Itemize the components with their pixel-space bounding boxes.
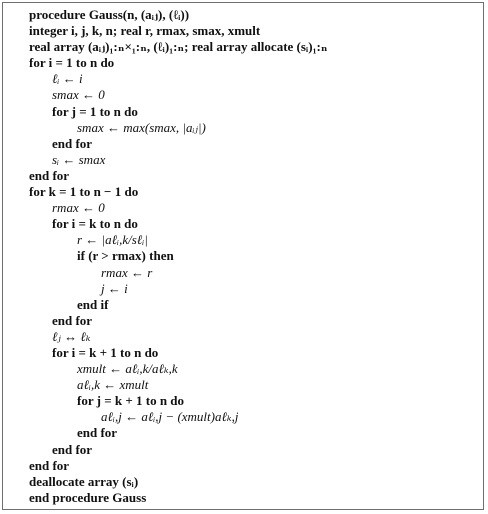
- code-line: aℓᵢ,k ← xmult: [77, 377, 149, 393]
- for-j-loop-line: for j = 1 to n do: [52, 103, 138, 119]
- algorithm-box: [2, 2, 484, 510]
- array-declaration-line: real array (aᵢⱼ)₁:ₙ×₁:ₙ, (ℓᵢ)₁:ₙ; real array allocate (sᵢ)₁:ₙ: [29, 39, 328, 55]
- code-line: r ← |aℓᵢ,k/sℓᵢ|: [77, 232, 148, 248]
- code-line: rmax ← r: [101, 264, 153, 280]
- code-line: xmult ← aℓᵢ,k/aℓₖ,k: [77, 361, 178, 377]
- declaration-line: integer i, j, k, n; real r, rmax, smax, xmult: [29, 23, 261, 39]
- end-for-line: end for: [52, 441, 93, 457]
- if-line: if (r > rmax) then: [77, 248, 174, 264]
- end-for-line: end for: [52, 312, 93, 328]
- code-line: sᵢ ← smax: [52, 151, 106, 167]
- code-line: ℓⱼ ↔ ℓₖ: [52, 328, 91, 344]
- end-for-line: end for: [29, 457, 70, 473]
- for-k-loop-line: for k = 1 to n − 1 do: [29, 184, 139, 200]
- procedure-header: procedure Gauss(n, (aᵢⱼ), (ℓᵢ)): [29, 7, 190, 22]
- code-line: rmax ← 0: [52, 200, 105, 216]
- code-line: smax ← 0: [52, 87, 105, 103]
- code-line: aℓᵢ,j ← aℓᵢ,j − (xmult)aℓₖ,j: [101, 409, 239, 425]
- end-if-line: end if: [77, 296, 109, 312]
- end-for-line: end for: [77, 425, 118, 441]
- for-i-loop-line: for i = k to n do: [52, 216, 138, 232]
- code-line: j ← i: [101, 280, 128, 296]
- end-for-line: end for: [29, 167, 70, 183]
- pseudocode-block: [29, 7, 328, 506]
- code-line: ℓᵢ ← i: [52, 71, 83, 87]
- end-for-line: end for: [52, 135, 93, 151]
- for-i-loop-line: for i = 1 to n do: [29, 55, 115, 71]
- for-j-loop-line: for j = k + 1 to n do: [77, 393, 185, 409]
- deallocate-line: deallocate array (sᵢ): [29, 473, 139, 489]
- for-i-loop-line: for i = k + 1 to n do: [52, 344, 159, 360]
- end-procedure-line: end procedure Gauss: [29, 489, 147, 505]
- code-line: smax ← max(smax, |aᵢⱼ|): [77, 119, 206, 135]
